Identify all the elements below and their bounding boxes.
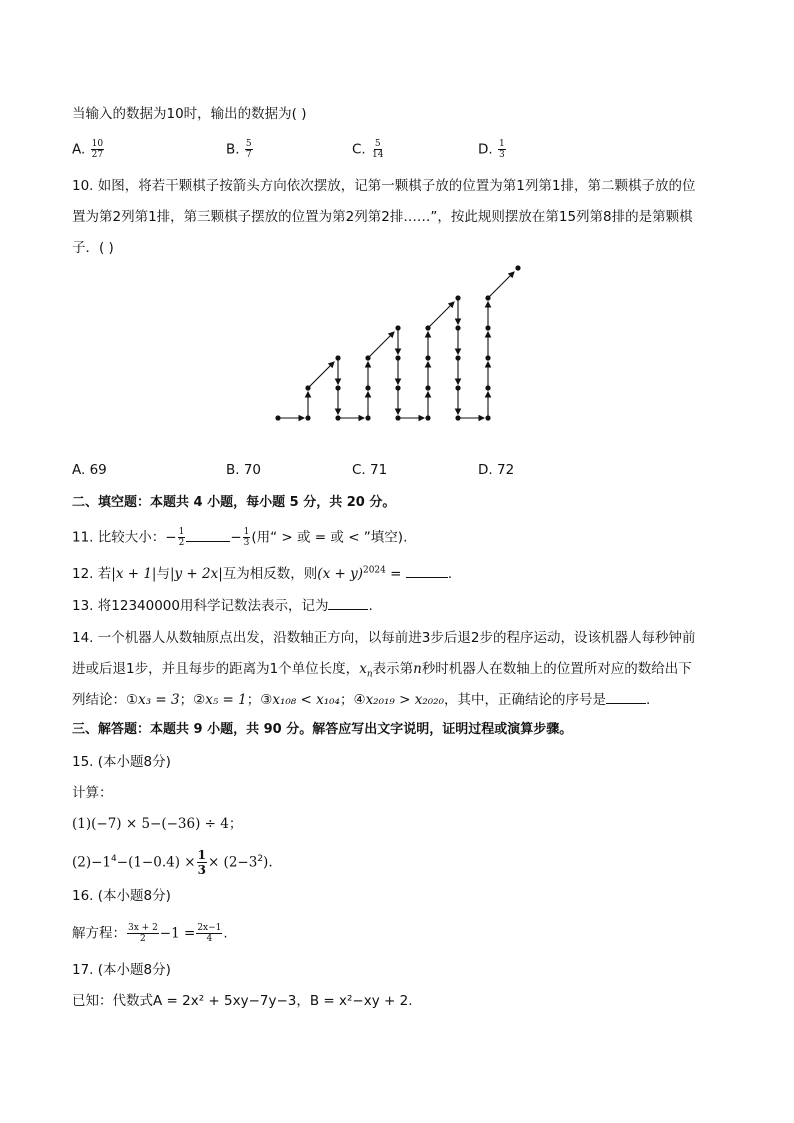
q15-header: 15. (本小题8分)	[72, 754, 171, 770]
q15-part-2: $(2)-1^4-(1-0.4)$ × $\frac{1}{3}$ × $(2-3^2)$.	[72, 848, 273, 877]
q9-option-a[interactable]	[72, 139, 105, 160]
chess-piece-figure	[260, 260, 540, 430]
q15-part-1: (1)(−7) × 5−(−36) ÷ 4；	[72, 816, 243, 832]
q10-option-c[interactable]: C. 71	[352, 462, 388, 478]
q9-option-c[interactable]	[352, 139, 385, 160]
q17-header: 17. (本小题8分)	[72, 962, 171, 978]
q15-intro: 计算：	[72, 785, 113, 801]
q10-line-2: 置为第2列第1排，第三颗棋子摆放的位置为第2列第2排……”，按此规则摆放在第15列第8排的是第颗棋	[72, 209, 693, 225]
q10-line-3: 子．( )	[72, 240, 114, 256]
q12: 12. 若|x + 1|与|y + 2x|互为相反数，则$(x + y)^{2024}$ = .	[72, 565, 453, 582]
q17-text: 已知：代数式A = 2x² + 5xy−7y−3，B = x²−xy + 2.	[72, 993, 413, 1009]
section-3-heading: 三、解答题：本题共 9 小题，共 90 分。解答应写出文字说明，证明过程或演算步骤。	[72, 722, 573, 737]
q9-stem: 当输入的数据为10时，输出的数据为( )	[72, 106, 307, 122]
q10-line-1: 10. 如图，将若干颗棋子按箭头方向依次摆放，记第一颗棋子放的位置为第1列第1排，第二颗棋子放的位	[72, 178, 696, 194]
option-label: B.	[226, 141, 240, 158]
q10-option-a[interactable]: A. 69	[72, 462, 107, 478]
section-2-heading: 二、填空题：本题共 4 小题，每小题 5 分，共 20 分。	[72, 495, 396, 510]
q16-equation: 解方程： $\frac{3x + 2}{2}$ −1 = $\frac{2x-1}{4}$ .	[72, 923, 228, 944]
option-fraction: $\frac{1}{3}$	[498, 139, 505, 160]
option-fraction: $\frac{5}{14}$	[372, 139, 384, 160]
arrow-paths	[278, 272, 514, 418]
answer-blank[interactable]	[606, 703, 646, 704]
q9-option-b[interactable]	[226, 139, 254, 160]
q11: 11. 比较大小：− $\frac{1}{2}$ − $\frac{1}{3}$ (用“ > 或 = 或 < ”填空).	[72, 527, 408, 548]
option-fraction: $\frac{10}{27}$	[91, 139, 104, 160]
option-label: A.	[72, 141, 86, 158]
answer-blank[interactable]	[328, 609, 368, 610]
q16-header: 16. (本小题8分)	[72, 888, 171, 904]
option-fraction: $\frac{5}{7}$	[245, 139, 252, 160]
option-label: D.	[478, 141, 493, 158]
q13: 13. 将12340000用科学记数法表示，记为 .	[72, 598, 373, 614]
q10-option-b[interactable]: B. 70	[226, 462, 262, 478]
q9-option-d[interactable]	[478, 139, 507, 160]
q14-line-3: 列结论：①x₃ = 3；②x₅ = 1；③x₁₀₈ < x₁₀₄；④x₂₀₁₉ > x₂₀₂₀，其中，正确结论的序号是 .	[72, 692, 651, 708]
option-label: C.	[352, 141, 366, 158]
answer-blank[interactable]	[406, 577, 448, 578]
answer-blank[interactable]	[186, 541, 230, 542]
q10-option-d[interactable]: D. 72	[478, 462, 515, 478]
q14-line-2: 进或后退1步，并且每步的距离为1个单位长度，$x_n$表示第n秒时机器人在数轴上的位置所对应的数给出下	[72, 661, 692, 680]
q14-line-1: 14. 一个机器人从数轴原点出发，沿数轴正方向，以每前进3步后退2步的程序运动，设该机器人每秒钟前	[72, 630, 696, 646]
